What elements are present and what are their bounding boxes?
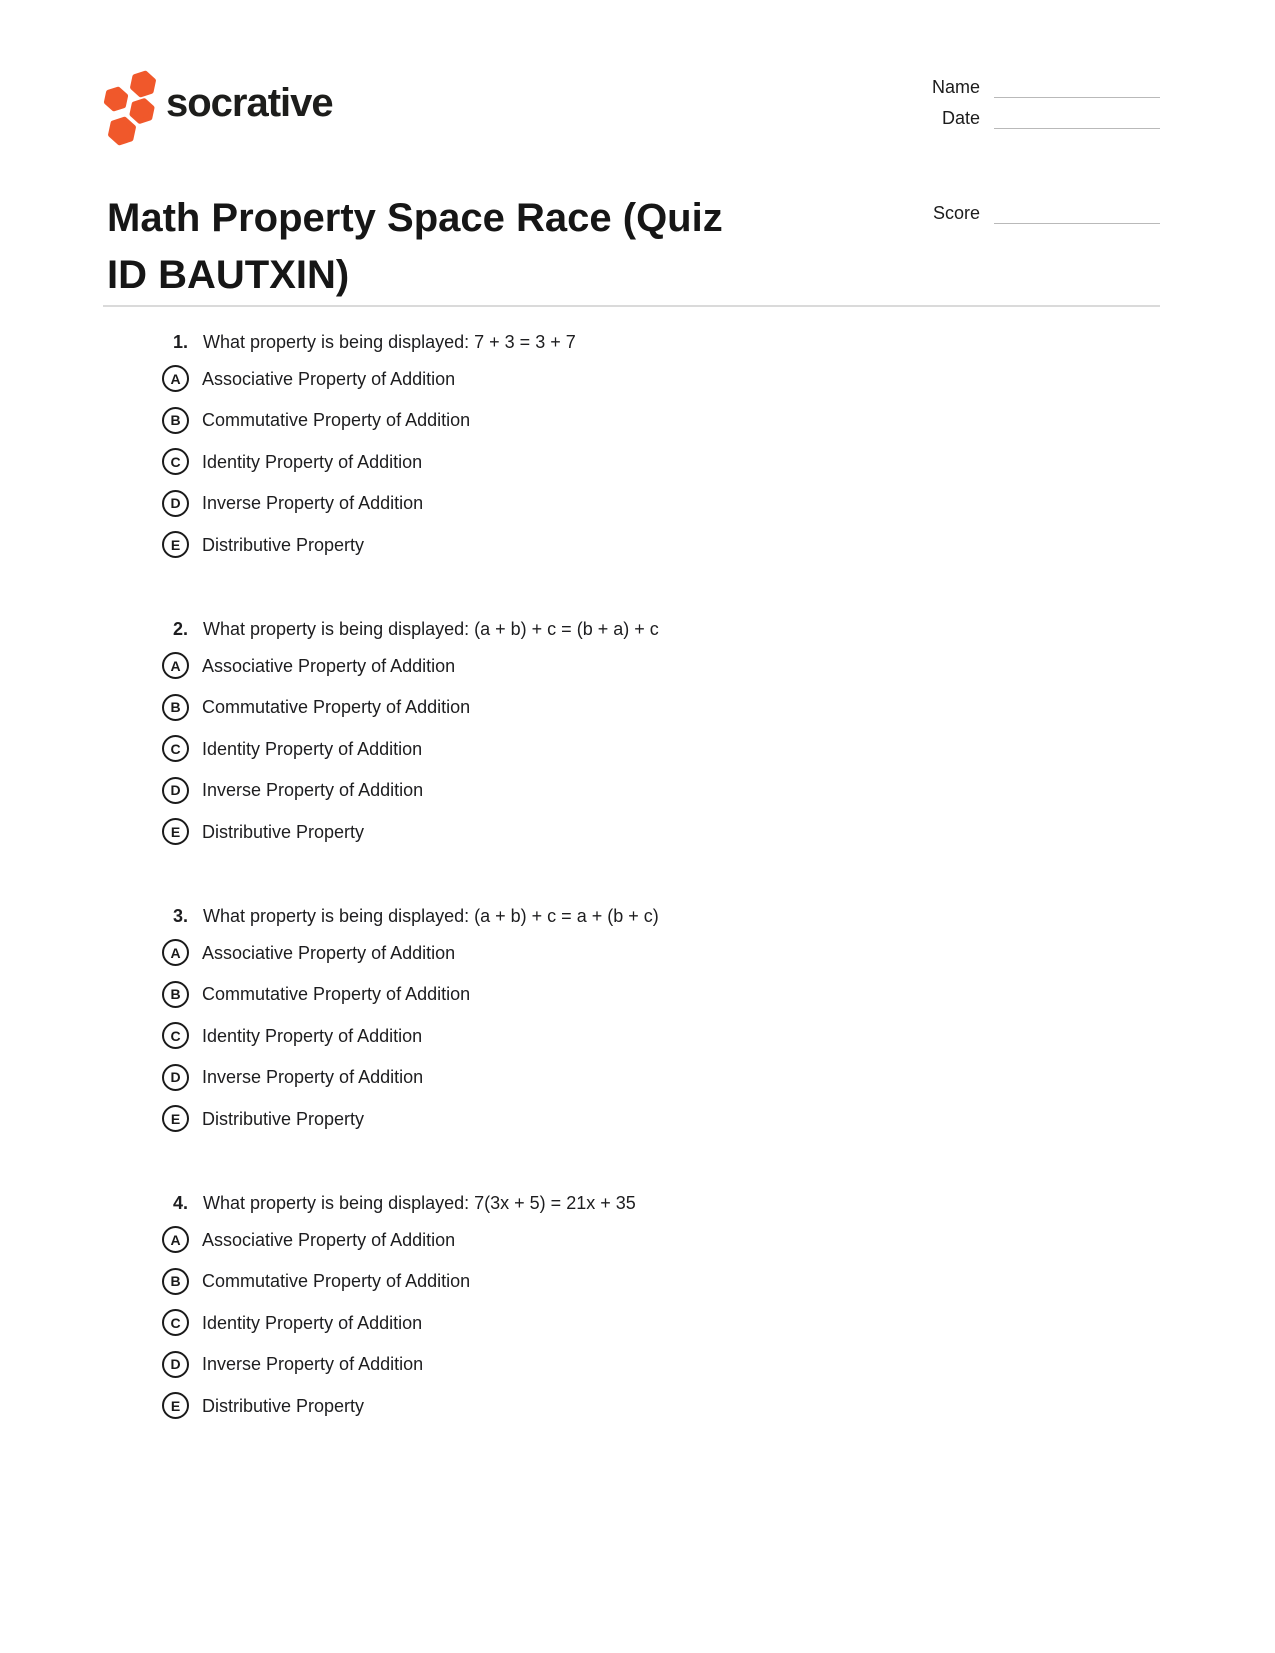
answer-option (160, 365, 1150, 392)
answer-option-label: Identity Property of Addition (202, 451, 423, 472)
answer-option-label: Inverse Property of Addition (202, 780, 424, 800)
answer-option-label: Commutative Property of Addition (202, 984, 471, 1004)
name-write-line[interactable] (994, 77, 1160, 98)
answer-letter: A (170, 657, 181, 674)
header-fill-fields (872, 76, 1160, 138)
answer-option (160, 1268, 1150, 1295)
answer-option (160, 735, 1150, 762)
answer-bubble[interactable] (162, 1392, 189, 1419)
answer-option-label: Inverse Property of Addition (202, 1067, 424, 1087)
answer-letter: E (170, 536, 181, 553)
answer-option (160, 407, 1150, 434)
question-number: 2. (172, 619, 188, 639)
date-field-row (872, 107, 1160, 129)
answer-option (160, 1351, 1150, 1378)
answer-option-label: Inverse Property of Addition (202, 493, 424, 513)
answer-option-label: Commutative Property of Addition (202, 410, 471, 430)
answer-option-label: Associative Property of Addition (202, 1229, 456, 1250)
name-label: Name (931, 77, 980, 97)
answer-bubble[interactable] (162, 1064, 189, 1091)
answer-option (160, 1392, 1150, 1419)
answer-bubble[interactable] (162, 818, 189, 845)
answer-option-label: Identity Property of Addition (202, 738, 423, 759)
answer-letter: A (170, 1231, 181, 1248)
answer-option (160, 1022, 1150, 1049)
answer-option (160, 1309, 1150, 1336)
question-block (160, 617, 1150, 845)
answer-option (160, 981, 1150, 1008)
answer-letter: C (170, 740, 181, 757)
answer-option (160, 1105, 1150, 1132)
answer-option-label: Distributive Property (202, 534, 365, 555)
answer-option-label: Associative Property of Addition (202, 942, 456, 963)
answer-option (160, 490, 1150, 517)
name-field-row (872, 76, 1160, 98)
question-number: 3. (172, 906, 188, 926)
answer-letter: C (170, 1027, 181, 1044)
answer-option-label: Distributive Property (202, 821, 365, 842)
score-field-row (872, 202, 1160, 224)
date-label: Date (941, 108, 980, 128)
answer-letter: D (170, 1356, 181, 1372)
answer-letter: D (170, 495, 181, 511)
answer-bubble[interactable] (162, 1351, 189, 1378)
answer-option-label: Associative Property of Addition (202, 368, 456, 389)
answer-bubble[interactable] (162, 1268, 189, 1295)
question-text: What property is being displayed: (a + b) + c = (b + a) + c (203, 619, 659, 639)
answer-letter: D (170, 782, 181, 798)
answer-bubble[interactable] (162, 1105, 189, 1132)
score-write-line[interactable] (994, 203, 1160, 224)
answer-option (160, 448, 1150, 475)
answer-letter: E (170, 823, 181, 840)
answer-bubble[interactable] (162, 735, 189, 762)
answer-option-label: Distributive Property (202, 1108, 365, 1129)
header-divider (103, 305, 1160, 307)
question-line (160, 1191, 1150, 1215)
answer-letter: C (170, 1314, 181, 1331)
question-text: What property is being displayed: 7(3x + 5) = 21x + 35 (203, 1193, 636, 1213)
page-title-line-2: ID BAUTXIN) (107, 252, 350, 297)
question-number: 1. (172, 332, 188, 352)
answer-letter: A (170, 944, 181, 961)
answer-bubble[interactable] (162, 652, 189, 679)
question-block (160, 330, 1150, 558)
page-title (107, 190, 887, 304)
question-text: What property is being displayed: (a + b) + c = a + (b + c) (203, 906, 659, 926)
answer-option (160, 1064, 1150, 1091)
answer-bubble[interactable] (162, 1022, 189, 1049)
answer-option (160, 777, 1150, 804)
answer-letter: D (170, 1069, 181, 1085)
answer-option-label: Identity Property of Addition (202, 1025, 423, 1046)
question-number: 4. (172, 1193, 188, 1213)
answer-letter: C (170, 453, 181, 470)
answer-bubble[interactable] (162, 694, 189, 721)
answer-letter: B (170, 699, 181, 715)
answer-option (160, 1226, 1150, 1253)
answer-option (160, 652, 1150, 679)
answer-option-label: Identity Property of Addition (202, 1312, 423, 1333)
answer-letter: B (170, 1273, 181, 1289)
answer-bubble[interactable] (162, 407, 189, 434)
answer-bubble[interactable] (162, 365, 189, 392)
answer-option-label: Commutative Property of Addition (202, 1271, 471, 1291)
answer-bubble[interactable] (162, 448, 189, 475)
socrative-logo (101, 64, 333, 148)
questions-list (160, 330, 1150, 1478)
answer-option-label: Distributive Property (202, 1395, 365, 1416)
answer-option (160, 694, 1150, 721)
socrative-hexagons-icon (101, 64, 159, 148)
answer-letter: B (170, 412, 181, 428)
score-label: Score (932, 203, 980, 223)
question-line (160, 904, 1150, 928)
date-write-line[interactable] (994, 108, 1160, 129)
answer-bubble[interactable] (162, 531, 189, 558)
answer-bubble[interactable] (162, 1226, 189, 1253)
socrative-wordmark: socrative (166, 80, 333, 125)
answer-option (160, 531, 1150, 558)
answer-bubble[interactable] (162, 981, 189, 1008)
answer-letter: B (170, 986, 181, 1002)
answer-bubble[interactable] (162, 490, 189, 517)
answer-letter: E (170, 1110, 181, 1127)
answer-option (160, 818, 1150, 845)
answer-letter: A (170, 370, 181, 387)
question-block (160, 904, 1150, 1132)
answer-option (160, 939, 1150, 966)
answer-bubble[interactable] (162, 777, 189, 804)
question-block (160, 1191, 1150, 1419)
answer-letter: E (170, 1397, 181, 1414)
question-text: What property is being displayed: 7 + 3 = 3 + 7 (203, 332, 576, 352)
page-title-line-1: Math Property Space Race (Quiz (107, 195, 723, 240)
answer-bubble[interactable] (162, 939, 189, 966)
question-line (160, 617, 1150, 641)
answer-bubble[interactable] (162, 1309, 189, 1336)
answer-option-label: Commutative Property of Addition (202, 697, 471, 717)
question-line (160, 330, 1150, 354)
answer-option-label: Inverse Property of Addition (202, 1354, 424, 1374)
answer-option-label: Associative Property of Addition (202, 655, 456, 676)
